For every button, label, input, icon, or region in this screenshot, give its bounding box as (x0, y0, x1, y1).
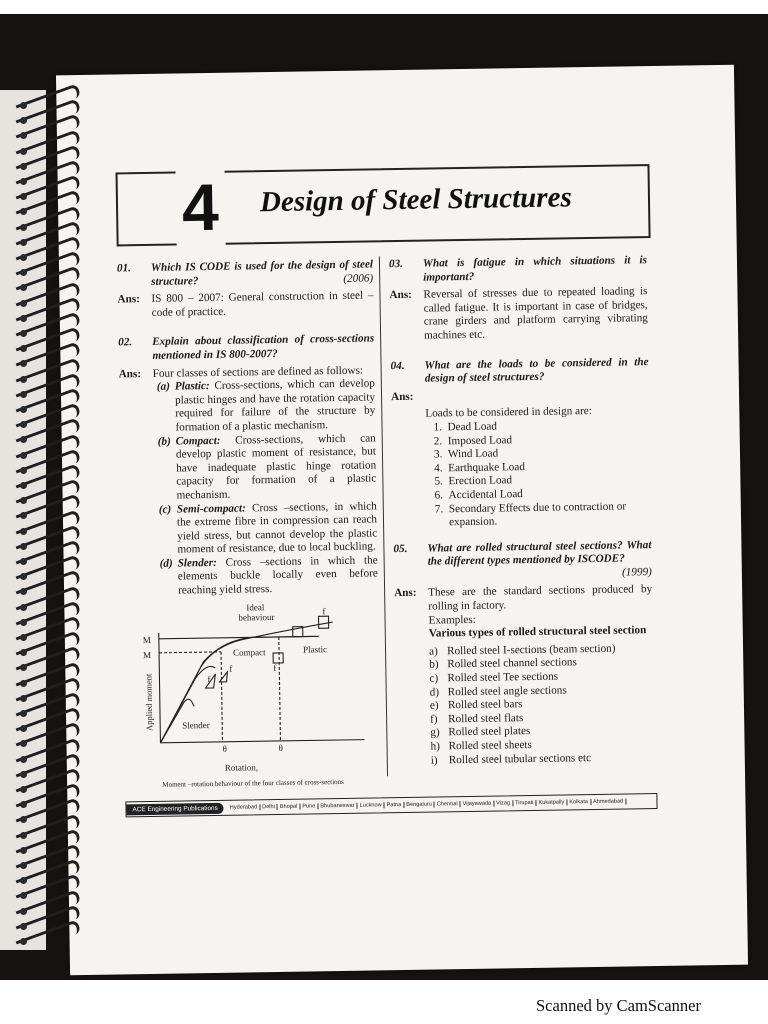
left-column (117, 258, 381, 792)
fy-label-a: f (322, 605, 326, 616)
footer-city: Delhi (260, 804, 278, 810)
answer-label: Ans: (394, 587, 417, 600)
footer-city: Bhubaneswar (318, 803, 357, 810)
question-number: 04. (390, 359, 405, 372)
question-text: What are the loads to be considered in the design of steel structures? (424, 355, 649, 385)
footer-city: Tirupati (513, 800, 537, 806)
punch-hole (20, 239, 27, 246)
answer-05 (394, 584, 653, 642)
punch-hole (20, 923, 27, 930)
scanned-watermark: Scanned by CamScanner (536, 996, 701, 1015)
stress-block-e (219, 671, 227, 681)
punch-hole (20, 862, 27, 869)
punch-hole (20, 695, 27, 702)
punch-hole (20, 908, 27, 915)
examples-label: Examples: (428, 613, 476, 627)
theta-1-label: θ (222, 743, 227, 754)
question-text: Which IS CODE is used for the design of steel structure? (150, 258, 374, 288)
spiral-binding (16, 94, 86, 954)
load-item: 2. Imposed Load (433, 433, 513, 448)
rolled-sections-list (417, 642, 655, 768)
punch-hole (20, 102, 27, 109)
question-number: 05. (393, 542, 408, 555)
answer-label: Ans: (118, 367, 142, 380)
y-axis-line (159, 632, 161, 742)
question-text: What are rolled structural steel sections? What the different types mentioned by ISCODE? (427, 538, 652, 568)
question-02 (118, 333, 374, 364)
loads-list (425, 404, 651, 530)
fy-label-d: f (229, 663, 233, 674)
rolled-item: d) Rolled steel angle sections (429, 684, 567, 699)
question-01 (117, 258, 373, 289)
question-number: 01. (116, 262, 132, 275)
answer-text: IS 800 – 2007: General construction in steel – code of practice. (151, 289, 374, 319)
punch-hole (20, 604, 27, 611)
footer-city: Pune (300, 803, 318, 809)
rolled-item: g) Rolled steel plates (430, 725, 531, 739)
publisher-brand: ACE Engineering Publications (126, 802, 223, 815)
behaviour-label: behaviour (238, 611, 275, 623)
punch-hole (20, 786, 27, 793)
question-05 (393, 539, 652, 584)
load-item: 7. Secondary Effects due to contraction or expansion. (434, 499, 627, 529)
theta-1-line (221, 652, 222, 742)
question-03 (389, 254, 647, 285)
punch-hole (20, 224, 27, 231)
graph-caption: Moment –rotation behaviour of the four classes of cross-sections (162, 777, 344, 789)
stress-block-a (318, 616, 328, 628)
rolled-item: c) Rolled steel Tee sections (429, 670, 559, 685)
punch-hole (20, 558, 27, 565)
punch-hole (20, 619, 27, 626)
load-item: 5. Erection Load (434, 474, 513, 488)
right-column (389, 254, 655, 768)
punch-hole (20, 710, 27, 717)
chapter-title: Design of Steel Structures (259, 181, 572, 219)
answer-label: Ans: (389, 289, 412, 302)
publisher-footer (125, 793, 657, 817)
fy-label-b: f (273, 662, 277, 673)
stress-block-b (273, 653, 283, 663)
ideal-label: Ideal (246, 601, 265, 613)
punch-hole (20, 756, 27, 763)
footer-city: Bhopal (278, 804, 301, 810)
question-text: Explain about classification of cross-sections mentioned in IS 800-2007? (152, 332, 375, 362)
chapter-header (116, 164, 651, 246)
punch-hole (20, 148, 27, 155)
punch-hole (20, 452, 27, 459)
question-text: What is fatigue in which situations it is important? (422, 254, 648, 284)
compact-label: Compact (232, 646, 266, 658)
punch-hole (20, 406, 27, 413)
answer-01 (117, 290, 373, 321)
punch-hole (20, 315, 27, 322)
fy-label-c: f (207, 673, 211, 684)
column-divider (379, 256, 388, 776)
class-semi-compact: (c) Semi-compact: Cross –sections, in which the extreme fibre in compression can reach yield stress, but cannot develop the plastic moment of resistance, due to local buckling. (158, 499, 378, 556)
punch-hole (20, 163, 27, 170)
loads-intro: Loads to be considered in design are: (425, 405, 592, 420)
answer-intro: Four classes of sections are defined as follows: (152, 364, 364, 380)
footer-city: Vijayawada (461, 801, 495, 808)
footer-city: Kukatpally (536, 799, 567, 805)
question-year: (1999) (621, 565, 652, 579)
rolled-item: h) Rolled steel sheets (430, 738, 532, 753)
punch-hole (20, 391, 27, 398)
footer-city: Lucknow (358, 802, 385, 808)
punch-hole (20, 771, 27, 778)
load-item: 4. Earthquake Load (434, 460, 526, 475)
footer-city: Patna (385, 802, 405, 808)
footer-city: Vizag (494, 800, 513, 806)
moment-rotation-graph (122, 599, 381, 781)
footer-city: Bengaluru (404, 802, 435, 808)
punch-hole (20, 543, 27, 550)
rolled-item: a) Rolled steel I-sections (beam section) (428, 642, 616, 658)
punch-hole (20, 330, 27, 337)
y-axis-label: Applied moment (143, 673, 155, 731)
rolled-item: b) Rolled steel channel sections (429, 656, 577, 672)
class-plastic: (a) Plastic: Cross-sections, which can develop plastic hinges and have the rotation capacity required for failure of the structure by formation of a plastic mechanism. (156, 377, 376, 434)
punch-hole (20, 178, 27, 185)
rolled-item: i) Rolled steel tubular sections etc (430, 751, 592, 767)
punch-hole (20, 832, 27, 839)
plastic-label: Plastic (302, 643, 328, 655)
chapter-number: 4 (175, 167, 225, 248)
footer-city: Kolkata (567, 799, 591, 805)
rolled-heading: Various types of rolled structural steel section (428, 624, 647, 640)
m-top-label: M (142, 634, 151, 645)
load-item: 3. Wind Load (433, 447, 499, 461)
answer-02 (119, 364, 379, 599)
class-slender: (d) Slender: Cross –sections in which the elements buckle locally even before reaching yield stress. (159, 554, 378, 597)
answer-label: Ans: (117, 293, 140, 306)
punch-hole (20, 634, 27, 641)
theta-2-label: θ (278, 742, 283, 753)
rolled-item: f) Rolled steel flats (430, 711, 524, 726)
slender-label: Slender (182, 719, 210, 731)
punch-hole (20, 300, 27, 307)
punch-hole (20, 680, 27, 687)
question-number: 03. (388, 257, 404, 271)
footer-city: Hyderabad (228, 804, 260, 811)
punch-hole (20, 254, 27, 261)
rolled-item: e) Rolled steel bars (429, 698, 523, 712)
answer-label: Ans: (390, 390, 414, 403)
load-item: 6. Accidental Load (434, 488, 523, 502)
punch-hole (20, 938, 27, 945)
question-number: 02. (118, 336, 133, 349)
punch-hole (20, 467, 27, 474)
class-compact: (b) Compact: Cross-sections, which can develop plastic moment of resistance, but have inadequate plastic hinge rotation capacity for formation of a plastic mechanism. (157, 431, 377, 502)
punch-hole (20, 482, 27, 489)
my-reference-line (159, 652, 221, 653)
question-year: (2006) (343, 272, 374, 285)
x-axis-label: Rotation, (224, 761, 259, 773)
footer-city: Chennai (435, 801, 461, 807)
load-item: 1. Dead Load (433, 420, 498, 434)
punch-hole (20, 847, 27, 854)
answer-04 (391, 387, 649, 405)
question-04 (390, 356, 648, 387)
footer-city: Ahmedabad (591, 799, 626, 806)
notebook-page (56, 65, 748, 976)
punch-hole (20, 376, 27, 383)
answer-text: Reversal of stresses due to repeated loading is called fatigue. It is important in case of bridges, crane girders and platform carrying vibrating machines etc. (423, 285, 648, 342)
answer-03 (389, 285, 648, 343)
punch-hole (20, 528, 27, 535)
m-mid-label: M (143, 649, 152, 660)
answer-text: These are the standard sections produced by rolling in factory. (428, 583, 653, 613)
x-axis-line (160, 739, 364, 742)
